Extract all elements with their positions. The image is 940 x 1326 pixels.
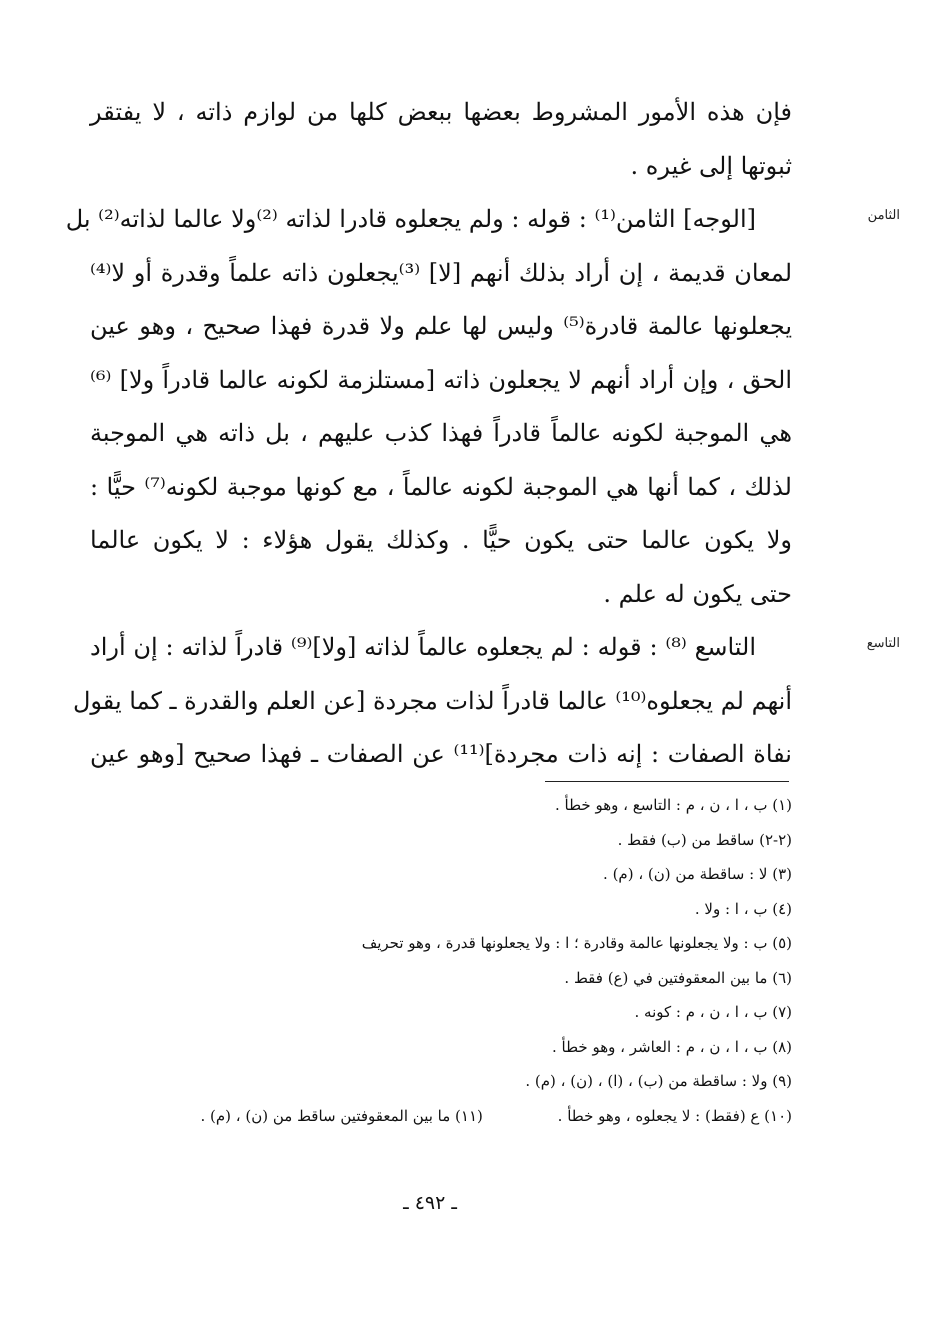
margin-note-eighth: الثامن	[867, 208, 900, 223]
footnote: (٥) ب : ولا يجعلونها عالمة وقادرة ؛ ا : ولا يجعلونها قدرة ، وهو تحريف	[361, 934, 792, 952]
text-line-6: الحق ، وإن أراد أنهم لا يجعلون ذاته [مستلزمة لكونه عالما قادراً ولا] ⁽⁶⁾	[90, 365, 792, 394]
text-line-12: أنهم لم يجعلوه⁽¹⁰⁾ عالما قادراً لذات مجردة [عن العلم والقدرة ـ كما يقول	[72, 686, 792, 715]
margin-note-ninth: التاسع	[866, 636, 900, 651]
footnote: (٤) ب ، ا : ولا .	[694, 899, 792, 918]
footnote: (٣) لا : ساقطة من (ن) ، (م) .	[603, 865, 792, 883]
text-line-7: هي الموجبة لكونه عالماً قادراً فهذا كذب عليهم ، بل ذاته هي الموجبة	[90, 419, 792, 447]
footnote-last-row	[80, 1099, 792, 1134]
footnote: (٢-٢) ساقط من (ب) فقط .	[617, 830, 792, 849]
footnote: (٧) ب ، ا ، ن ، م : كونه .	[634, 1003, 792, 1021]
text-line-13: نفاة الصفات : إنه ذات مجردة]⁽¹¹⁾ عن الصفات ـ فهذا صحيح [وهو عين	[90, 740, 792, 768]
text-line-5: يجعلونها عالمة قادرة⁽⁵⁾ وليس لها علم ولا قدرة فهذا صحيح ، وهو عين	[90, 312, 792, 340]
footnote: (٨) ب ، ا ، ن ، م : العاشر ، وهو خطأ .	[552, 1037, 792, 1056]
text-line-3: [الوجه] الثامن⁽¹⁾ : قوله : ولم يجعلوه قادرا لذاته ⁽²⁾ولا عالما لذاته⁽²⁾ بل	[65, 205, 756, 233]
footnote: (١١) ما بين المعقوفتين ساقط من (ن) ، (م) .	[200, 1106, 483, 1125]
text-line-8: لذلك ، كما أنها هي الموجبة لكونه عالماً ، مع كونها موجبة لكونه⁽⁷⁾ حيًّا :	[90, 472, 792, 501]
footnote: (٦) ما بين المعقوفتين في (ع) فقط .	[564, 968, 792, 987]
main-text	[65, 86, 793, 782]
text-line-9: ولا يكون عالما حتى يكون حيًّا . وكذلك يقول هؤلاء : لا يكون عالما	[90, 526, 792, 554]
text-line-4: لمعان قديمة ، إن أراد بذلك أنهم [لا] ⁽³⁾يجعلون ذاته علماً وقدرة أو لا⁽⁴⁾	[90, 258, 793, 287]
footnote: (١٠) ع (فقط) : لا يجعلوه ، وهو خطأ .	[557, 1106, 792, 1125]
text-line-2: ثبوتها إلى غيره .	[630, 151, 792, 180]
footnote: (٩) ولا : ساقطة من (ب) ، (ا) ، (ن) ، (م) .	[525, 1072, 792, 1090]
page-number: ـ ٤٩٢ ـ	[403, 1192, 457, 1214]
footnote-separator	[545, 781, 789, 782]
text-line-1: فإن هذه الأمور المشروط بعضها ببعض كلها من لوازم ذاته ، لا يفتقر	[90, 98, 792, 126]
footnotes	[80, 788, 792, 1133]
footnote: (١) ب ، ا ، ن ، م : التاسع ، وهو خطأ .	[555, 796, 792, 814]
text-line-10: حتى يكون له علم .	[603, 579, 792, 608]
text-line-11: التاسع ⁽⁸⁾ : قوله : لم يجعلوه عالماً لذاته [ولا]⁽⁹⁾ قادراً لذاته : إن أراد	[90, 633, 757, 661]
